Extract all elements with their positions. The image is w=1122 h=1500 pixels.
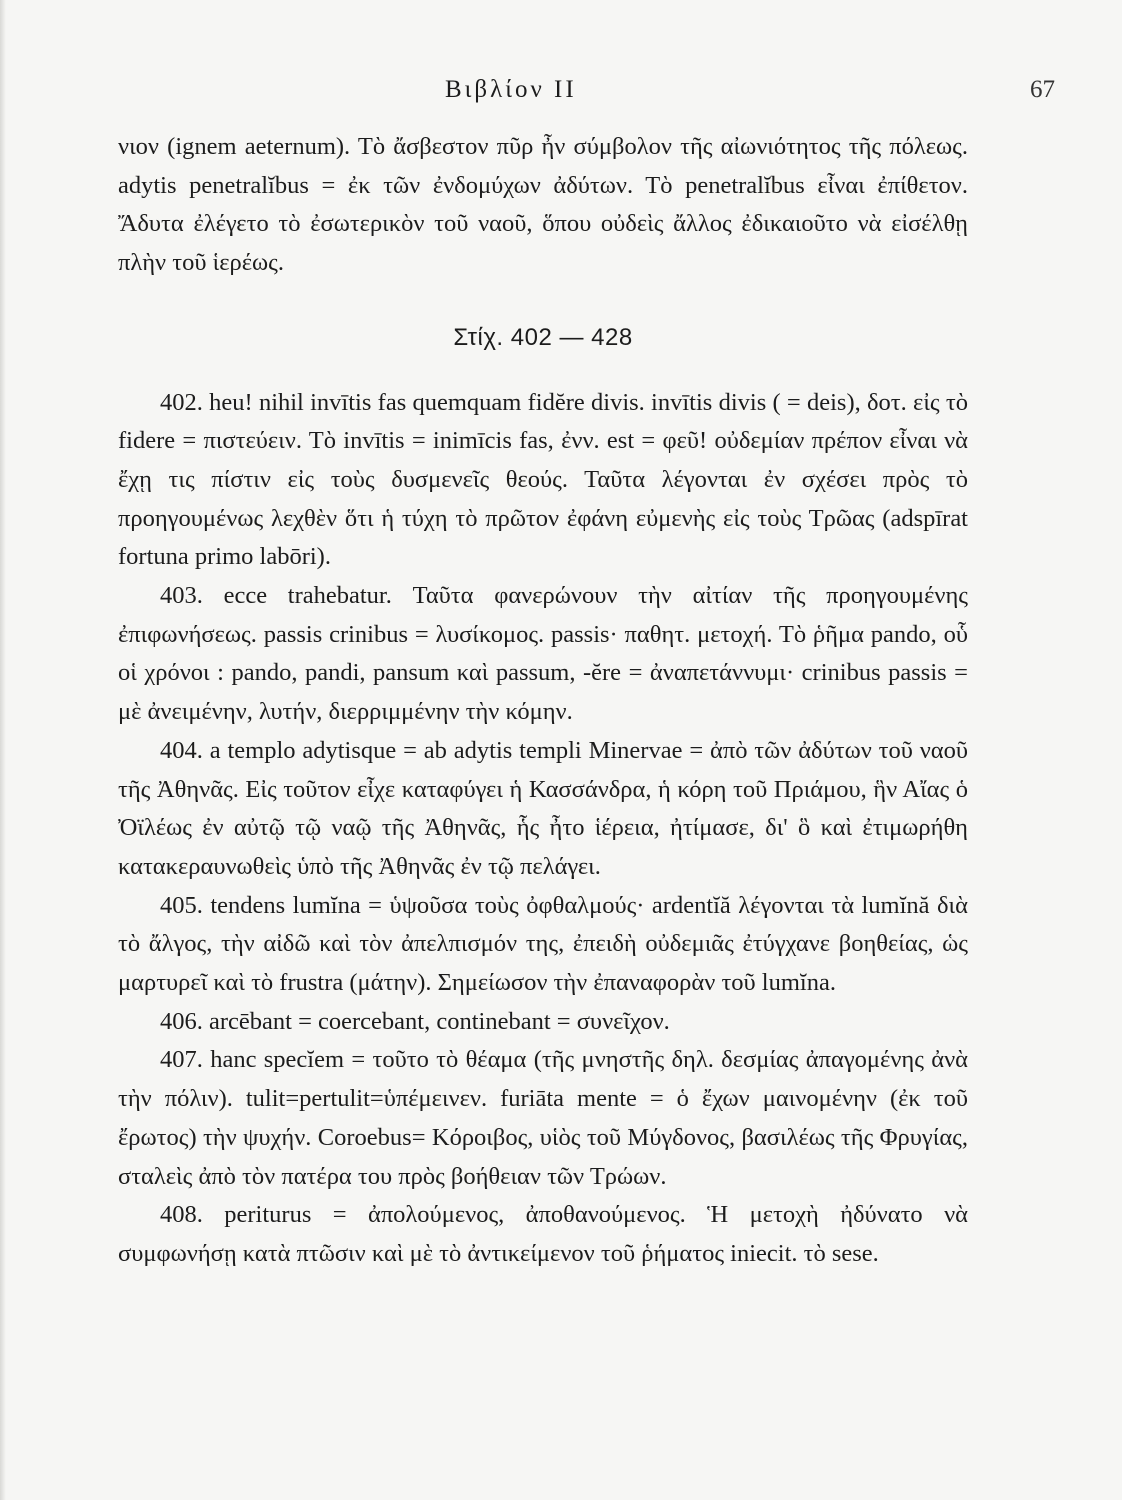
- note-402: 402. heu! nihil invītis fas quemquam fidĕre divis. invītis divis ( = deis), δοτ. εἰς τὸ fidere = πιστεύειν. Τὸ invītis = inimīcis fas, ἐνν. est = φεῦ! οὐδεμίαν πρέπον εἶναι νὰ ἔχῃ τις πίστιν εἰς τοὺς δυσμενεῖς θεούς. Ταῦτα λέγονται ἐν σχέσει πρὸς τὸ προηγουμένως λεχθὲν ὅτι ἡ τύχη τὸ πρῶτον ἐφάνη εὐμενὴς εἰς τοὺς Τρῶας (adspīrat fortuna primo labōri).: [118, 388, 968, 571]
- running-header: [0, 76, 1122, 108]
- page-number: 67: [1030, 76, 1055, 103]
- intro-paragraph: νιον (ignem aeternum). Τὸ ἄσβεστον πῦρ ἦν σύμβολον τῆς αἰωνιότητος τῆς πόλεως. adytis penetralĭbus = ἐκ τῶν ἐνδομύχων ἀδύτων. Τὸ penetralĭbus εἶναι ἐπίθετον. Ἄδυτα ἐλέγετο τὸ ἐσωτερικὸν τοῦ ναοῦ, ὅπου οὐδεὶς ἄλλος ἐδικαιοῦτο νὰ εἰσέλθῃ πλὴν τοῦ ἱερέως.: [118, 133, 968, 277]
- body-text: [118, 128, 968, 1274]
- running-title: Βιβλίον II: [445, 76, 577, 103]
- note-408: 408. periturus = ἀπολούμενος, ἀποθανούμενος. Ἡ μετοχὴ ἠδύνατο νὰ συμφωνήσῃ κατὰ πτῶσιν καὶ μὲ τὸ ἀντικείμενον τοῦ ῥήματος iniecit. τὸ sese.: [118, 1201, 968, 1267]
- section-heading: Στίχ. 402 — 428: [453, 323, 633, 351]
- note-404: 404. a templo adytisque = ab adytis templi Minervae = ἀπὸ τῶν ἀδύτων τοῦ ναοῦ τῆς Ἀθηνᾶς. Εἰς τοῦτον εἶχε καταφύγει ἡ Κασσάνδρα, ἡ κόρη τοῦ Πριάμου, ἣν Αἴας ὁ Ὀϊλέως ἐν αὐτῷ τῷ ναῷ τῆς Ἀθηνᾶς, ἧς ἦτο ἱέρεια, ἠτίμασε, δι' ὃ καὶ ἐτιμωρήθη κατακεραυνωθεὶς ὑπὸ τῆς Ἀθηνᾶς ἐν τῷ πελάγει.: [118, 736, 968, 880]
- note-405: 405. tendens lumĭna = ὑψοῦσα τοὺς ὀφθαλμούς· ardentĭă λέγονται τὰ lumĭnă διὰ τὸ ἄλγος, τὴν αἰδῶ καὶ τὸν ἀπελπισμόν της, ἐπειδὴ οὐδεμιᾶς ἐτύγχανε βοηθείας, ὡς μαρτυρεῖ καὶ τὸ frustra (μάτην). Σημείωσον τὴν ἐπαναφορὰν τοῦ lumĭna.: [118, 891, 968, 997]
- scan-shadow-edge: [0, 0, 6, 1500]
- note-403: 403. ecce trahebatur. Ταῦτα φανερώνουν τὴν αἰτίαν τῆς προηγουμένης ἐπιφωνήσεως. passis crinibus = λυσίκομος. passis· παθητ. μετοχή. Τὸ ῥῆμα pando, οὗ οἱ χρόνοι : pando, pandi, pansum καὶ passum, -ĕre = ἀναπετάννυμι· crinibus passis = μὲ ἀνειμένην, λυτήν, διερριμμένην τὴν κόμην.: [118, 582, 968, 726]
- note-406: 406. arcēbant = coercebant, continebant = συνεῖχον.: [160, 1007, 670, 1035]
- note-407: 407. hanc specĭem = τοῦτο τὸ θέαμα (τῆς μνηστῆς δηλ. δεσμίας ἀπαγομένης ἀνὰ τὴν πόλιν). tulit=pertulit=ὑπέμεινεν. furiāta mente = ὁ ἔχων μαινομένην (ἐκ τοῦ ἔρωτος) τὴν ψυχήν. Coroebus= Κόροιβος, υἱὸς τοῦ Μύγδονος, βασιλέως τῆς Φρυγίας, σταλεὶς ἀπὸ τὸν πατέρα του πρὸς βοήθειαν τῶν Τρώων.: [118, 1046, 968, 1190]
